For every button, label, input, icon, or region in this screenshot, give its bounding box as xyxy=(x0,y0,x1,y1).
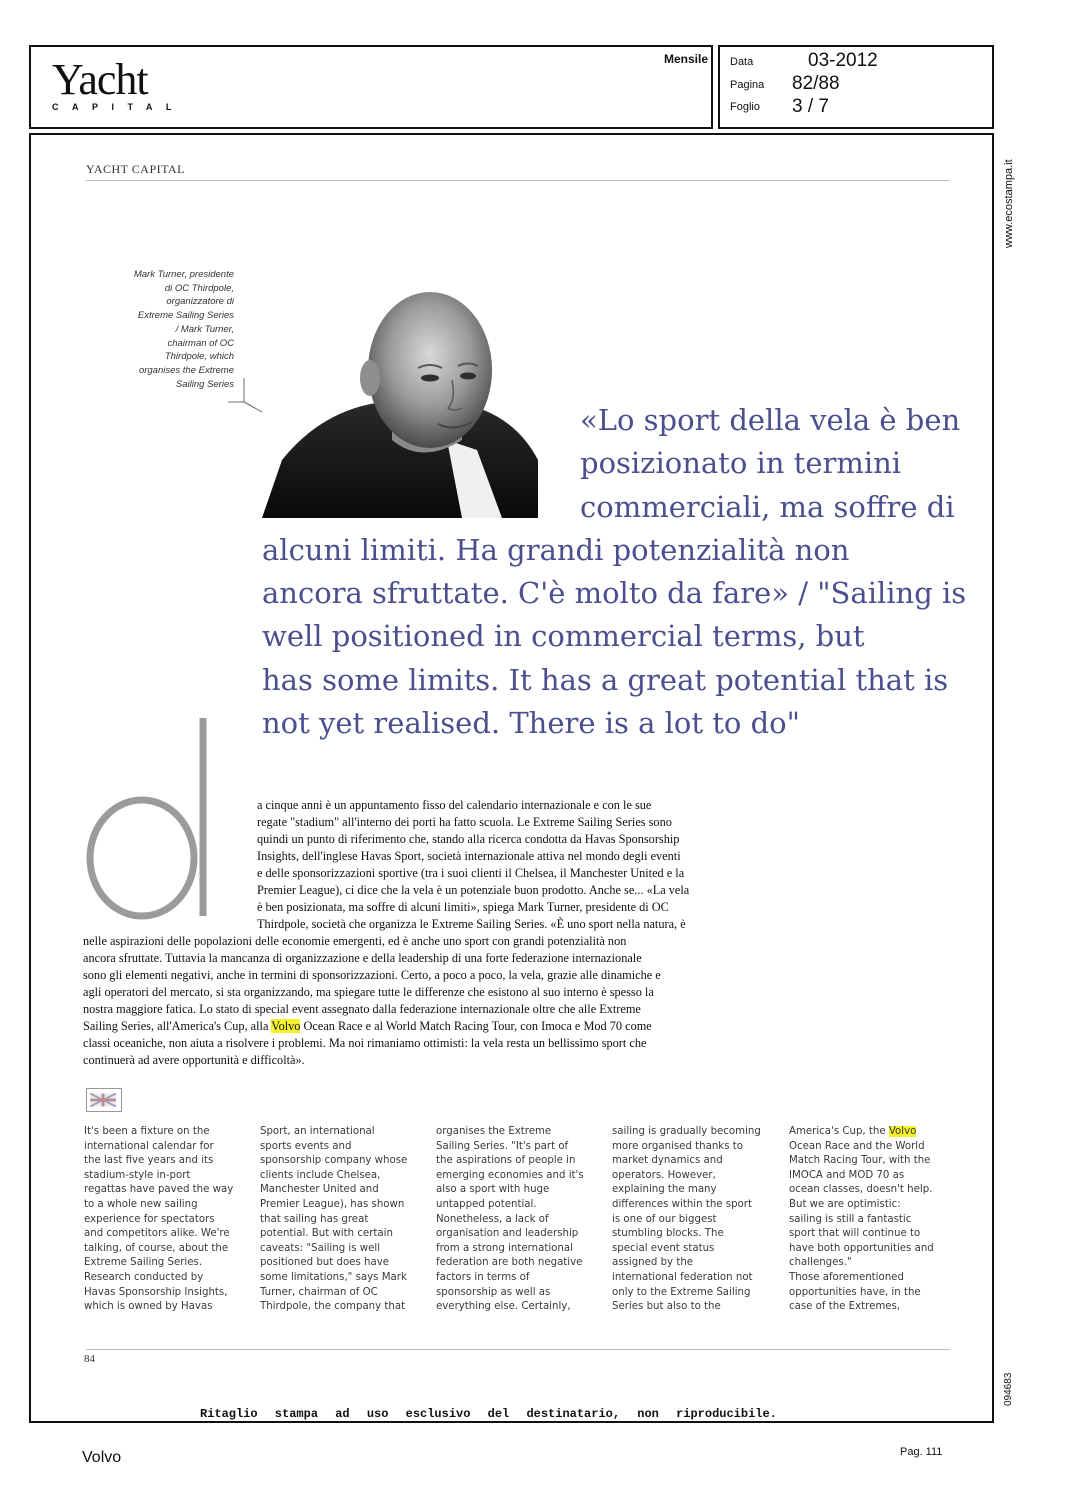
english-col-2-line: that sailing has great xyxy=(260,1213,369,1225)
italian-line: agli operatori del mercato, si sta organizzando, ma spiegare tutte le differenze che esistono al suo interno è spesso la xyxy=(83,985,654,999)
english-col-3-line: from a strong international xyxy=(436,1242,573,1254)
english-col-1-line: stadium-style in-port xyxy=(84,1169,191,1181)
english-col-1-line: regattas have paved the way xyxy=(84,1184,234,1196)
english-col-5-line: Ocean Race and the World xyxy=(789,1140,925,1152)
caption-line: Thirdpole, which xyxy=(164,351,234,363)
english-col-2-line: Thirdpole, the company that xyxy=(260,1301,406,1313)
caption-line: Sailing Series xyxy=(175,378,234,390)
english-col-1-line: experience for spectators xyxy=(84,1213,215,1225)
english-col-5-line: sport that will continue to xyxy=(789,1228,921,1240)
italian-line: a cinque anni è un appuntamento fisso del calendario internazionale e con le sue xyxy=(257,798,652,812)
english-col-3-line: the aspirations of people in xyxy=(436,1155,576,1167)
quote-line-7: has some limits. It has a great potential that is xyxy=(262,663,949,697)
english-col-1-line: Research conducted by xyxy=(84,1272,204,1283)
logo-title: Yacht xyxy=(52,55,148,104)
magazine-page-number: 84 xyxy=(84,1353,95,1365)
english-col-3-line: federation are both negative xyxy=(436,1257,583,1269)
english-col-1-line: which is owned by Havas xyxy=(84,1301,213,1313)
caption-line: organises the Extreme xyxy=(138,364,234,376)
english-col-5-line: sailing is still a fantastic xyxy=(789,1213,912,1225)
english-col-2-line: sponsorship company whose xyxy=(260,1155,408,1167)
foglio-label: Foglio xyxy=(730,101,760,113)
english-col-1-line: It's been a fixture on the xyxy=(84,1126,210,1137)
english-col-5-line: ocean classes, doesn't help. xyxy=(789,1184,933,1196)
italian-line: è ben posizionata, ma soffre di alcuni limiti», spiega Mark Turner, presidente di OC xyxy=(257,900,669,914)
caption-line: / Mark Turner, xyxy=(175,323,234,335)
english-col-4-line: more organised thanks to xyxy=(612,1140,743,1152)
quote-line-8: not yet realised. There is a lot to do" xyxy=(262,706,800,740)
caption-line: organizzatore di xyxy=(166,296,234,308)
highlighted-keyword: Volvo xyxy=(271,1019,301,1033)
italian-line: Insights, dell'inglese Havas Sport, società internazionale attiva nel mondo degli eventi xyxy=(257,849,681,863)
caption-line: Mark Turner, presidente xyxy=(133,269,234,280)
english-col-2-line: caveats: "Sailing is well xyxy=(260,1242,381,1254)
pagina-label: Pagina xyxy=(730,79,765,91)
quote-line-5: ancora sfruttate. C'è molto da fare» / "Sailing is xyxy=(262,576,967,610)
portrait-photo xyxy=(262,290,538,518)
foglio-value: 3 / 7 xyxy=(792,96,829,117)
italian-line: regate "stadium" all'interno dei porti ha fatto scuola. Le Extreme Sailing Series sono xyxy=(257,815,672,829)
italian-line: nostra maggiore fatica. Lo stato di special event assegnato dalla federazione internazionale oltre che alle Extreme xyxy=(83,1002,641,1016)
english-col-1-line: talking, of course, about the xyxy=(84,1242,229,1254)
english-col-3-line: Sailing Series. "It's part of xyxy=(436,1140,569,1152)
pagina-value: 82/88 xyxy=(792,73,840,94)
quote-line-2: posizionato in termini xyxy=(580,446,902,480)
english-col-4-line: differences within the sport xyxy=(612,1199,752,1210)
english-col-3-line: emerging economies and it's xyxy=(436,1169,584,1181)
english-col-2-line: sports events and xyxy=(260,1140,352,1152)
side-code: 094683 xyxy=(1003,1372,1014,1406)
italian-line: quindi un punto di riferimento che, stando alla ricerca condotta da Havas Sponsorship xyxy=(257,832,680,846)
drop-cap xyxy=(80,710,220,925)
english-col-4-line: Series but also to the xyxy=(612,1301,721,1313)
footer-keyword: Volvo xyxy=(82,1449,122,1466)
english-col-2-line: clients include Chelsea, xyxy=(260,1169,381,1181)
footer-page: Pag. 111 xyxy=(900,1446,943,1458)
italian-line: classi oceaniche, non aiuta a risolvere i problemi. Ma noi rimaniamo ottimisti: la vela resta un bellissimo sport che xyxy=(83,1036,647,1050)
english-col-2-line: positioned but does have xyxy=(260,1257,389,1269)
english-col-4-line: only to the Extreme Sailing xyxy=(612,1286,751,1298)
clipping-notice: Ritaglio stampa ad uso esclusivo del destinatario, non riproducibile. xyxy=(200,1407,777,1421)
top-rule xyxy=(86,180,950,181)
highlighted-keyword: Volvo xyxy=(888,1126,917,1137)
italian-line: nelle aspirazioni delle popolazioni delle economie emergenti, ed è anche uno sport con grandi potenzialità non xyxy=(83,934,627,948)
side-url: www.ecostampa.it xyxy=(1003,159,1015,248)
data-label: Data xyxy=(730,56,754,68)
english-col-4-line: market dynamics and xyxy=(612,1155,723,1167)
quote-line-3: commerciali, ma soffre di xyxy=(580,490,955,524)
english-col-2-line: Sport, an international xyxy=(260,1126,375,1137)
italian-line: e delle sponsorizzazioni sportive (tra i suoi clienti il Chelsea, il Manchester United e la xyxy=(257,866,685,880)
english-col-3-line: untapped potential. xyxy=(436,1199,537,1210)
english-col-5-line: But we are optimistic: xyxy=(789,1199,901,1210)
logo-subtitle: CAPITAL xyxy=(52,102,185,112)
english-col-2-line: Premier League), has shown xyxy=(260,1199,405,1210)
english-col-3-line: factors in terms of xyxy=(436,1272,530,1283)
english-col-1-line: and competitors alike. We're xyxy=(84,1228,230,1240)
english-col-1-line: international calendar for xyxy=(84,1140,214,1152)
english-col-5-line: opportunities have, in the xyxy=(789,1286,921,1298)
english-col-1-line: Extreme Sailing Series. xyxy=(84,1257,203,1269)
english-col-1-line: Havas Sponsorship Insights, xyxy=(84,1286,228,1298)
italian-line: ancora sfruttate. Tuttavia la mancanza di organizzazione e della leadership di una forte federazione internazionale xyxy=(83,951,642,965)
english-col-2-line: potential. But with certain xyxy=(260,1228,393,1240)
english-col-3-line: sponsorship as well as xyxy=(436,1286,551,1298)
english-col-1-line: the last five years and its xyxy=(84,1155,214,1167)
quote-line-4: alcuni limiti. Ha grandi potenzialità non xyxy=(262,533,850,567)
english-col-5-line: IMOCA and MOD 70 as xyxy=(789,1169,905,1181)
english-col-3-line: organises the Extreme xyxy=(436,1126,552,1137)
bottom-rule xyxy=(86,1349,950,1350)
english-col-4-line: sailing is gradually becoming xyxy=(612,1126,761,1137)
frequency-label: Mensile xyxy=(664,52,709,66)
caption-line: di OC Thirdpole, xyxy=(164,282,234,294)
english-col-2-line: some limitations," says Mark xyxy=(260,1272,407,1283)
english-col-4-line: is one of our biggest xyxy=(612,1213,717,1225)
english-col-5-line: America's Cup, the Volvo xyxy=(789,1126,917,1137)
quote-line-1: «Lo sport della vela è ben xyxy=(580,403,961,437)
english-col-5-line: Those aforementioned xyxy=(789,1272,904,1283)
english-col-5-line: case of the Extremes, xyxy=(789,1301,901,1313)
english-col-3-line: organisation and leadership xyxy=(436,1228,579,1240)
english-col-3-line: also a sport with huge xyxy=(436,1184,550,1196)
english-col-5-line: challenges." xyxy=(789,1257,852,1269)
data-value: 03-2012 xyxy=(808,50,878,71)
italian-line: sono gli elementi negativi, anche in termini di sponsorizzazioni. Certo, a poco a poco, la vela, grazie alle dinamiche e xyxy=(83,968,661,982)
english-col-2-line: Turner, chairman of OC xyxy=(260,1286,378,1298)
english-col-4-line: stumbling blocks. The xyxy=(612,1228,724,1240)
caption-line: Extreme Sailing Series xyxy=(137,310,234,322)
english-col-1-line: to a whole new sailing xyxy=(84,1199,198,1210)
quote-line-6: well positioned in commercial terms, but xyxy=(262,619,865,653)
english-col-4-line: assigned by the xyxy=(612,1257,694,1269)
italian-line: Sailing Series, all'America's Cup, alla Volvo Ocean Race e al World Match Racing Tour, con Imoca e Mod 70 come xyxy=(83,1019,652,1033)
italian-line: Thirdpole, società che organizza le Extreme Sailing Series. «È uno sport nella natura, è xyxy=(257,917,686,931)
english-col-2-line: Manchester United and xyxy=(260,1184,379,1196)
photo-caption xyxy=(96,268,234,391)
english-col-5-line: Match Racing Tour, with the xyxy=(789,1155,931,1167)
english-col-4-line: special event status xyxy=(612,1242,715,1254)
english-col-4-line: operators. However, xyxy=(612,1169,716,1181)
caption-line: chairman of OC xyxy=(167,337,234,349)
italian-line: continuerà ad avere opportunità e difficoltà». xyxy=(83,1053,305,1067)
uk-flag-icon xyxy=(86,1088,122,1112)
italian-line: Premier League), ci dice che la vela è un potenziale buon prodotto. Anche se... «La vela xyxy=(257,883,690,897)
english-col-4-line: explaining the many xyxy=(612,1184,717,1196)
english-col-3-line: everything else. Certainly, xyxy=(436,1301,571,1313)
english-col-4-line: international federation not xyxy=(612,1272,753,1283)
english-col-3-line: Nonetheless, a lack of xyxy=(436,1213,549,1225)
english-col-5-line: have both opportunities and xyxy=(789,1242,934,1254)
magazine-header: YACHT CAPITAL xyxy=(86,162,185,176)
